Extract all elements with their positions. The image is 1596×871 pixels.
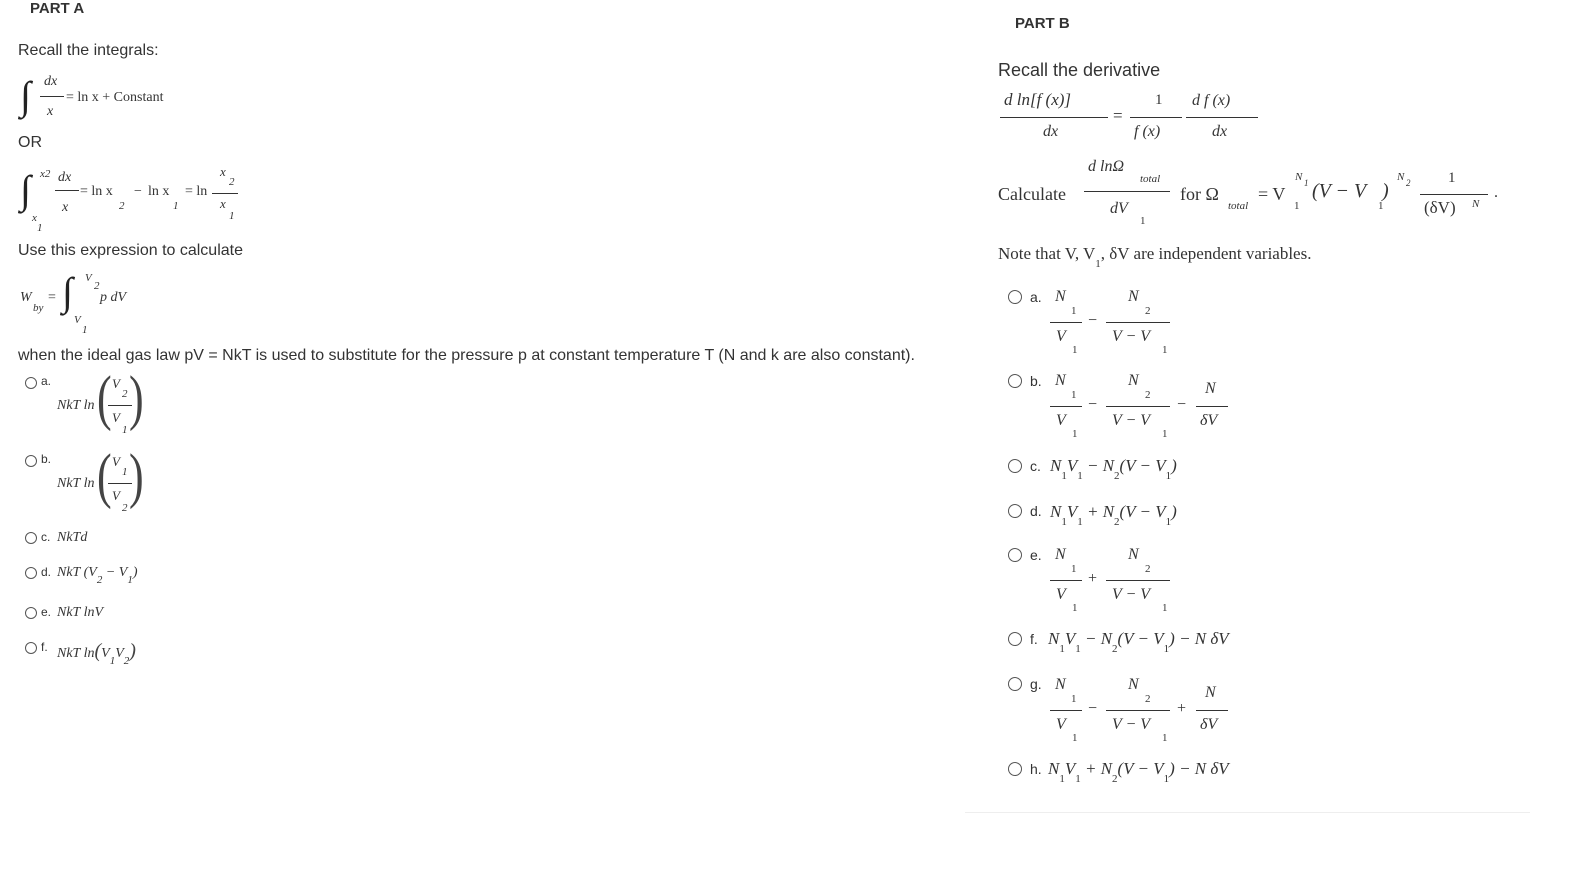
radio-a[interactable] [25,377,37,389]
independent-variables-note: Note that V, $V_1$, δV are independent variables. [998,244,1312,270]
radio-f[interactable] [1008,632,1022,646]
radio-a[interactable] [1008,290,1022,304]
part-a-recall-text: Recall the integrals: [18,42,159,59]
radio-c[interactable] [25,532,37,544]
or-text: OR [18,134,42,151]
option-letter: a. [41,374,52,388]
radio-d[interactable] [1008,504,1022,518]
part-b-recall-text: Recall the derivative [998,60,1161,80]
radio-e[interactable] [25,607,37,619]
radio-b[interactable] [1008,374,1022,388]
radio-g[interactable] [1008,677,1022,691]
radio-h[interactable] [1008,762,1022,776]
use-expression-text: Use this expression to calculate [18,242,243,259]
radio-b[interactable] [25,455,37,467]
radio-c[interactable] [1008,459,1022,473]
bottom-divider [965,812,1530,813]
part-b-heading: PART B [1015,15,1070,32]
part-a-heading: PART A [30,0,85,17]
radio-f[interactable] [25,642,37,654]
radio-d[interactable] [25,567,37,579]
ideal-gas-instruction: when the ideal gas law pV = NkT is used to substitute for the pressure p at constant temperature T (N and k are also constant). [18,347,915,364]
radio-e[interactable] [1008,548,1022,562]
